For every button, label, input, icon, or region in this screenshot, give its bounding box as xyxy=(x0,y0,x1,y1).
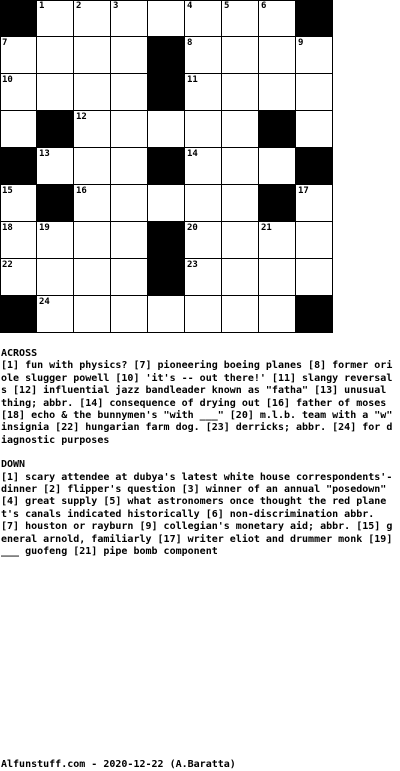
grid-cell[interactable] xyxy=(259,259,296,296)
grid-cell[interactable] xyxy=(37,0,74,37)
grid-cell[interactable] xyxy=(222,185,259,222)
grid-cell[interactable] xyxy=(37,148,74,185)
clue-number: 19 xyxy=(39,223,50,233)
grid-cell[interactable] xyxy=(37,74,74,111)
grid-cell[interactable] xyxy=(259,222,296,259)
clues-section xyxy=(1,348,398,571)
black-square xyxy=(259,185,296,222)
grid-cell[interactable] xyxy=(148,296,185,333)
black-square xyxy=(0,296,37,333)
grid-cell[interactable] xyxy=(111,0,148,37)
grid-cell[interactable] xyxy=(222,0,259,37)
black-square xyxy=(37,185,74,222)
footer-credit: Alfunstuff.com - 2020-12-22 (A.Baratta) xyxy=(1,759,236,770)
grid-cell[interactable] xyxy=(111,74,148,111)
clue-number: 8 xyxy=(187,38,193,48)
grid-cell[interactable] xyxy=(259,148,296,185)
grid-cell[interactable] xyxy=(222,259,259,296)
grid-cell[interactable] xyxy=(259,296,296,333)
black-square xyxy=(0,148,37,185)
clue-number: 13 xyxy=(39,149,50,159)
grid-cell[interactable] xyxy=(185,148,222,185)
grid-cell[interactable] xyxy=(37,37,74,74)
clue-number: 22 xyxy=(2,260,13,270)
grid-cell[interactable] xyxy=(0,37,37,74)
grid-cell[interactable] xyxy=(74,185,111,222)
grid-cell[interactable] xyxy=(111,185,148,222)
grid-cell[interactable] xyxy=(296,259,333,296)
across-heading: ACROSS xyxy=(1,348,38,359)
clue-number: 7 xyxy=(2,38,8,48)
grid-cell[interactable] xyxy=(222,74,259,111)
clue-number: 11 xyxy=(187,75,198,85)
grid-cell[interactable] xyxy=(74,37,111,74)
clue-number: 2 xyxy=(76,1,82,11)
grid-cell[interactable] xyxy=(0,259,37,296)
grid-cell[interactable] xyxy=(222,296,259,333)
clue-number: 5 xyxy=(224,1,230,11)
grid-cell[interactable] xyxy=(259,37,296,74)
black-square xyxy=(37,111,74,148)
clue-number: 17 xyxy=(298,186,309,196)
clue-number: 23 xyxy=(187,260,198,270)
grid-cell[interactable] xyxy=(296,111,333,148)
grid-cell[interactable] xyxy=(37,259,74,296)
grid-cell[interactable] xyxy=(0,222,37,259)
black-square xyxy=(296,296,333,333)
clue-number: 3 xyxy=(113,1,119,11)
grid-cell[interactable] xyxy=(148,185,185,222)
grid-cell[interactable] xyxy=(148,111,185,148)
grid-cell[interactable] xyxy=(111,296,148,333)
black-square xyxy=(148,148,185,185)
grid-cell[interactable] xyxy=(0,74,37,111)
clue-number: 20 xyxy=(187,223,198,233)
grid-cell[interactable] xyxy=(222,222,259,259)
grid-cell[interactable] xyxy=(185,185,222,222)
clue-number: 24 xyxy=(39,297,50,307)
clue-number: 1 xyxy=(39,1,45,11)
clue-number: 14 xyxy=(187,149,198,159)
grid-cell[interactable] xyxy=(296,37,333,74)
grid-cell[interactable] xyxy=(74,0,111,37)
clue-number: 18 xyxy=(2,223,13,233)
grid-cell[interactable] xyxy=(111,37,148,74)
black-square xyxy=(0,0,37,37)
clue-number: 21 xyxy=(261,223,272,233)
down-heading: DOWN xyxy=(1,459,26,471)
grid-cell[interactable] xyxy=(222,148,259,185)
grid-cell[interactable] xyxy=(74,296,111,333)
across-clues: [1] fun with physics? [7] pioneering boeing planes [8] former oriole slugger powell [10] 'it's -- out there!' [11] slangy reversals [12] influential jazz bandleader known as "fatha" [13] unusual thing; abbr. [14] consequence of drying out [16] father of moses [18] echo & the bunnymen's "with ___" [20] m.l.b. team with a "w" insignia [22] hungarian farm dog. [23] derricks; abbr. [24] for diagnostic purposes xyxy=(1,360,393,446)
grid-cell[interactable] xyxy=(185,296,222,333)
black-square xyxy=(296,0,333,37)
grid-cell[interactable] xyxy=(185,74,222,111)
grid-cell[interactable] xyxy=(296,185,333,222)
clue-number: 15 xyxy=(2,186,13,196)
black-square xyxy=(296,148,333,185)
grid-cell[interactable] xyxy=(296,222,333,259)
grid-cell[interactable] xyxy=(222,111,259,148)
grid-cell[interactable] xyxy=(222,37,259,74)
black-square xyxy=(148,222,185,259)
grid-cell[interactable] xyxy=(0,185,37,222)
grid-cell[interactable] xyxy=(74,222,111,259)
grid-cell[interactable] xyxy=(74,74,111,111)
grid-cell[interactable] xyxy=(148,0,185,37)
black-square xyxy=(148,37,185,74)
grid-cell[interactable] xyxy=(185,222,222,259)
black-square xyxy=(148,74,185,111)
grid-cell[interactable] xyxy=(111,111,148,148)
grid-cell[interactable] xyxy=(74,259,111,296)
black-square xyxy=(259,111,296,148)
grid-cell[interactable] xyxy=(0,111,37,148)
grid-cell[interactable] xyxy=(185,37,222,74)
grid-cell[interactable] xyxy=(74,111,111,148)
grid-cell[interactable] xyxy=(74,148,111,185)
grid-cell[interactable] xyxy=(111,259,148,296)
clue-number: 16 xyxy=(76,186,87,196)
grid-cell[interactable] xyxy=(259,0,296,37)
grid-cell[interactable] xyxy=(185,111,222,148)
grid-cell[interactable] xyxy=(37,296,74,333)
grid-cell[interactable] xyxy=(37,222,74,259)
grid-cell[interactable] xyxy=(296,74,333,111)
grid-cell[interactable] xyxy=(111,222,148,259)
clue-number: 4 xyxy=(187,1,193,11)
grid-cell[interactable] xyxy=(111,148,148,185)
black-square xyxy=(148,259,185,296)
crossword-grid xyxy=(0,0,333,333)
clue-number: 9 xyxy=(298,38,304,48)
clue-number: 6 xyxy=(261,1,267,11)
clue-number: 12 xyxy=(76,112,87,122)
clue-number: 10 xyxy=(2,75,13,85)
grid-cell[interactable] xyxy=(185,259,222,296)
grid-cell[interactable] xyxy=(259,74,296,111)
grid-cell[interactable] xyxy=(185,0,222,37)
down-clues: [1] scary attendee at dubya's latest white house correspondents'-dinner [2] flipper's question [3] winner of an annual "posedown" [4] great supply [5] what astronomers once thought the red planet's canals indicated historically [6] non-discrimination abbr. [7] houston or rayburn [9] collegian's monetary aid; abbr. [15] general arnold, familiarly [17] writer eliot and drummer monk [19] ___ guofeng [21] pipe bomb component xyxy=(1,471,393,558)
